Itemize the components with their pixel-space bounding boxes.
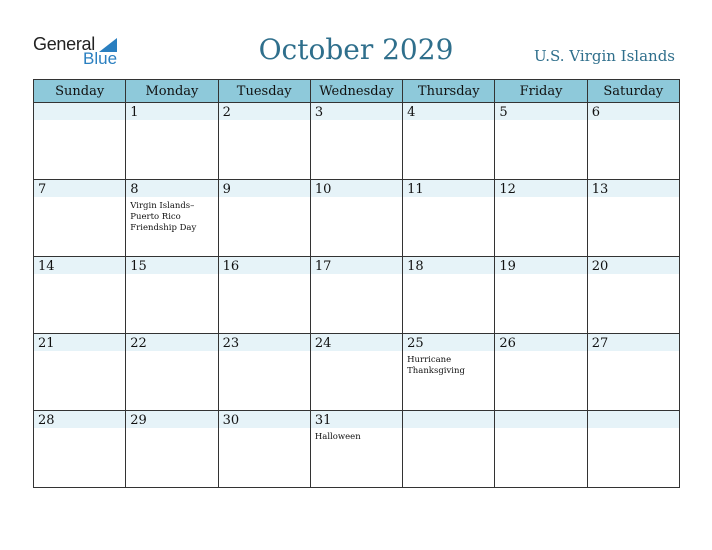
day-cell — [310, 411, 402, 488]
day-cell — [34, 334, 126, 411]
weekday-header-monday: Monday — [126, 80, 218, 103]
week-row-3 — [34, 257, 680, 334]
day-number — [34, 103, 125, 104]
day-number: 10 — [314, 182, 332, 197]
day-number: 2 — [222, 105, 231, 120]
day-cell — [587, 334, 679, 411]
holiday-label: Halloween — [314, 432, 361, 442]
day-number: 14 — [38, 259, 55, 274]
day-cell — [218, 103, 310, 180]
holiday-label: Virgin Islands–Puerto Rico Friendship Day — [130, 201, 197, 233]
day-number: 5 — [499, 105, 508, 120]
day-cell — [495, 257, 587, 334]
day-number: 8 — [130, 182, 139, 197]
logo-word-general: General — [33, 34, 95, 54]
day-number: 27 — [591, 336, 609, 351]
day-cell — [34, 257, 126, 334]
day-number: 24 — [314, 336, 332, 351]
day-cell — [310, 257, 402, 334]
day-number: 11 — [407, 182, 424, 197]
day-cell — [218, 334, 310, 411]
week-row-5 — [34, 411, 680, 488]
day-cell — [218, 411, 310, 488]
day-number: 29 — [130, 413, 147, 428]
day-cell — [403, 411, 495, 488]
day-number: 31 — [314, 413, 332, 428]
week-row-2 — [34, 180, 680, 257]
day-cell — [126, 411, 218, 488]
day-number: 26 — [499, 336, 516, 351]
day-cell — [403, 180, 495, 257]
day-cell — [403, 103, 495, 180]
day-number: 20 — [591, 259, 609, 274]
day-number: 7 — [38, 182, 47, 197]
day-number: 19 — [499, 259, 516, 274]
day-number: 22 — [130, 336, 147, 351]
day-cell — [126, 257, 218, 334]
day-number: 30 — [222, 413, 240, 428]
day-number — [403, 411, 494, 412]
day-cell — [126, 103, 218, 180]
day-number: 9 — [222, 182, 231, 197]
day-cell — [495, 103, 587, 180]
day-number: 4 — [407, 105, 416, 120]
day-cell — [126, 180, 218, 257]
day-cell — [34, 411, 126, 488]
day-number: 3 — [314, 105, 324, 120]
day-number: 12 — [499, 182, 516, 197]
day-cell — [126, 334, 218, 411]
day-cell — [34, 103, 126, 180]
day-number: 13 — [591, 182, 609, 197]
day-number: 6 — [591, 105, 600, 120]
day-cell — [34, 180, 126, 257]
week-row-1 — [34, 103, 680, 180]
day-number — [495, 411, 586, 412]
region-label: U.S. Virgin Islands — [534, 47, 675, 65]
weekday-header-saturday: Saturday — [587, 80, 679, 103]
day-cell — [495, 180, 587, 257]
day-number: 23 — [222, 336, 240, 351]
day-cell — [587, 103, 679, 180]
month-calendar — [33, 79, 680, 488]
weekday-header-row — [34, 80, 680, 103]
day-cell — [218, 257, 310, 334]
day-cell — [495, 334, 587, 411]
weekday-header-thursday: Thursday — [403, 80, 495, 103]
day-number: 25 — [407, 336, 424, 351]
day-cell — [587, 411, 679, 488]
day-number: 15 — [130, 259, 147, 274]
logo-word-blue: Blue — [83, 49, 118, 68]
holiday-label: Hurricane Thanksgiving — [407, 355, 465, 376]
day-number: 21 — [38, 336, 55, 351]
weekday-header-friday: Friday — [495, 80, 587, 103]
day-number: 1 — [130, 105, 139, 120]
day-cell — [310, 180, 402, 257]
day-number: 18 — [407, 259, 424, 274]
day-cell — [310, 103, 402, 180]
week-row-4 — [34, 334, 680, 411]
day-cell — [218, 180, 310, 257]
page-title: October 2029 — [258, 33, 454, 66]
day-cell — [495, 411, 587, 488]
day-cell — [310, 334, 402, 411]
day-cell — [403, 334, 495, 411]
weekday-header-sunday: Sunday — [34, 80, 126, 103]
day-number: 28 — [38, 413, 55, 428]
day-cell — [403, 257, 495, 334]
day-number: 16 — [222, 259, 240, 274]
day-cell — [587, 180, 679, 257]
day-number — [588, 411, 679, 412]
day-number: 17 — [314, 259, 332, 274]
day-cell — [587, 257, 679, 334]
weekday-header-tuesday: Tuesday — [218, 80, 310, 103]
weekday-header-wednesday: Wednesday — [310, 80, 402, 103]
